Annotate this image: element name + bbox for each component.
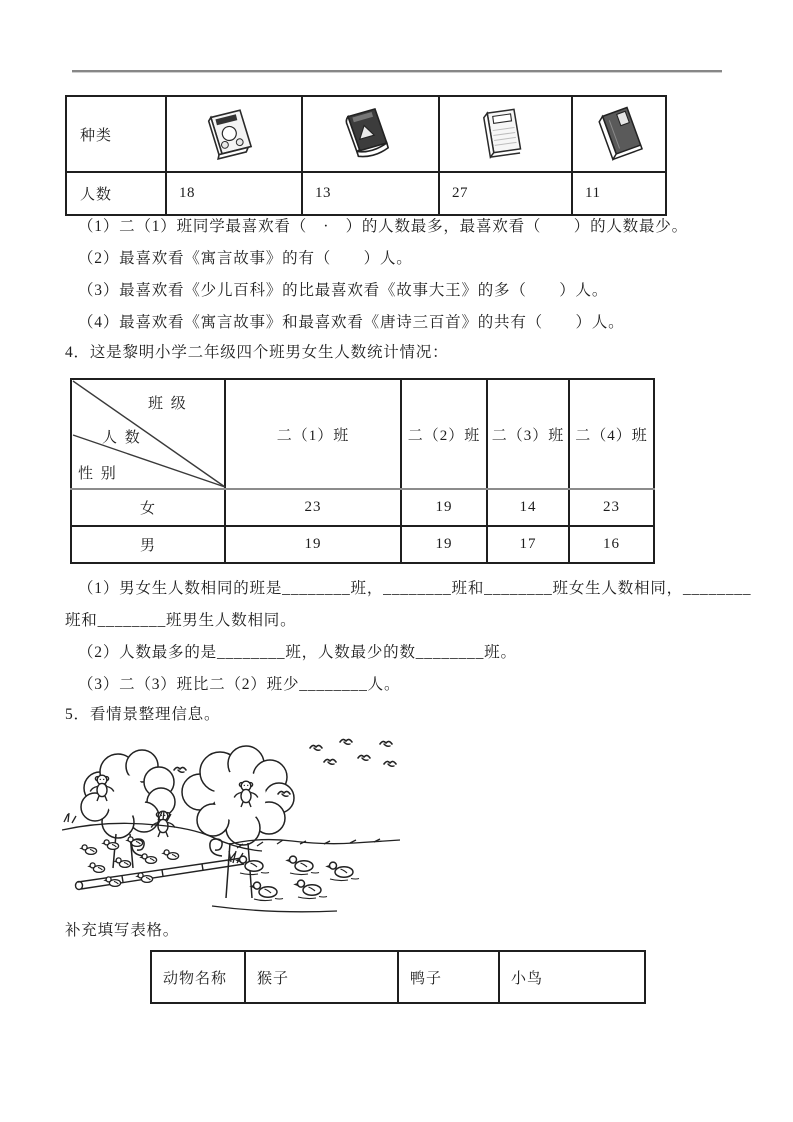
animal-cell: 猴子 [245, 951, 398, 1003]
diagonal-corner-cell [71, 379, 225, 489]
flying-bird [384, 761, 396, 766]
count-cell: 18 [166, 172, 302, 215]
question-line: （2）人数最多的是________班，人数最少的数________班。 [78, 644, 517, 661]
book-fable-icon [205, 103, 257, 161]
table-row [71, 526, 654, 563]
question-title: 4．这是黎明小学二年级四个班男女生人数统计情况： [65, 344, 449, 361]
question-line: （3）最喜欢看《少儿百科》的比最喜欢看《故事大王》的多（ ）人。 [78, 282, 609, 299]
row-label: 男 [71, 526, 225, 563]
table-row [71, 489, 654, 526]
flying-bird [174, 767, 186, 772]
pond-scene-illustration [62, 730, 402, 916]
value-cell: 14 [487, 489, 569, 526]
swimming-duck [249, 882, 283, 900]
question-line: （1）二（1）班同学最喜欢看（ · ）的人数最多，最喜欢看（ ）的人数最少。 [78, 218, 688, 235]
class-statistics-table [70, 378, 655, 564]
row-label: 人数 [66, 172, 166, 215]
flying-bird [310, 745, 322, 750]
top-horizontal-rule [72, 70, 722, 73]
fill-table-instruction: 补充填写表格。 [65, 922, 180, 939]
book-story-king-icon [341, 103, 393, 161]
book-encyclopedia-icon [478, 103, 530, 161]
question-line: （3）二（3）班比二（2）班少________人。 [78, 676, 401, 693]
book-cell [302, 96, 439, 172]
question-title: 5．看情景整理信息。 [65, 706, 221, 723]
row-label: 种类 [66, 96, 166, 172]
book-cell [166, 96, 302, 172]
table-row [66, 96, 666, 172]
flying-bird [324, 759, 336, 764]
column-header: 二（3）班 [487, 379, 569, 489]
row-label: 女 [71, 489, 225, 526]
duckling [139, 854, 156, 864]
corner-label-class: 班 级 [148, 396, 188, 412]
corner-label-gender: 性 别 [78, 466, 118, 482]
flying-bird [340, 739, 352, 744]
question-line: （4）最喜欢看《寓言故事》和最喜欢看《唐诗三百首》的共有（ ）人。 [78, 314, 625, 331]
swimming-duck [235, 856, 269, 874]
column-header: 动物名称 [151, 951, 245, 1003]
book-tang-poems-icon [595, 103, 647, 161]
column-header: 二（1）班 [225, 379, 401, 489]
count-cell: 13 [302, 172, 439, 215]
question-line: 班和________班男生人数相同。 [65, 612, 297, 629]
question-line: （2）最喜欢看《寓言故事》的有（ ）人。 [78, 250, 413, 267]
log [76, 858, 245, 890]
value-cell: 19 [401, 526, 487, 563]
value-cell: 19 [401, 489, 487, 526]
value-cell: 23 [225, 489, 401, 526]
swimming-duck [293, 880, 327, 898]
flying-bird [380, 741, 392, 746]
duckling [125, 837, 142, 847]
value-cell: 16 [569, 526, 654, 563]
monkey-tail [210, 839, 222, 856]
table-row [151, 951, 645, 1003]
swimming-duck [325, 862, 359, 880]
book-cell [572, 96, 666, 172]
animal-cell: 小鸟 [499, 951, 645, 1003]
value-cell: 17 [487, 526, 569, 563]
book-cell [439, 96, 572, 172]
value-cell: 19 [225, 526, 401, 563]
duckling [161, 850, 178, 860]
duckling [79, 845, 96, 855]
column-header: 二（2）班 [401, 379, 487, 489]
count-cell: 27 [439, 172, 572, 215]
flying-bird [358, 755, 370, 760]
duckling [87, 863, 104, 873]
favorite-books-table [65, 95, 667, 216]
table-row [66, 172, 666, 215]
tree [182, 746, 294, 898]
duckling [113, 858, 130, 868]
animal-count-table [150, 950, 646, 1004]
corner-label-count: 人 数 [102, 430, 142, 446]
table-header-row [71, 379, 654, 489]
swimming-duck [285, 856, 319, 874]
count-cell: 11 [572, 172, 666, 215]
animal-cell: 鸭子 [398, 951, 499, 1003]
value-cell: 23 [569, 489, 654, 526]
column-header: 二（4）班 [569, 379, 654, 489]
question-line: （1）男女生人数相同的班是________班，________班和________班女生人数相同，________ [78, 580, 752, 597]
